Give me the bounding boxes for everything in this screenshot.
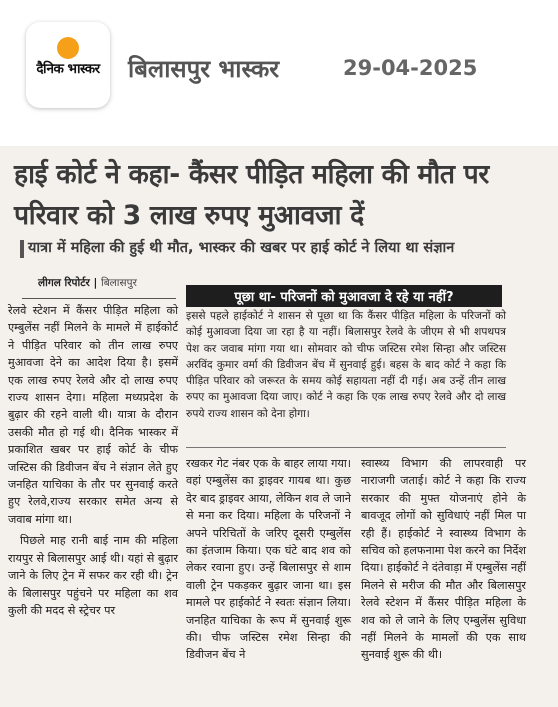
article-subheadline: यात्रा में महिला की हुई थी मौत, भास्कर की खबर पर हाई कोर्ट ने लिया था संज्ञान bbox=[28, 240, 455, 256]
byline-author: लीगल रिपोर्टर bbox=[38, 277, 90, 289]
edition-name: बिलासपुर भास्कर bbox=[128, 55, 280, 83]
logo-text: दैनिक भास्कर bbox=[36, 61, 100, 77]
paragraph: रखकर गेट नंबर एक के बाहर लाया गया। वहां एम्बुलेंस का ड्राइवर गायब था। कुछ देर बाद ड्राइवर आया, लेकिन शव ले जाने से मना कर दिया। महिला के परिजनों ने अपने परिचितों के जरिए दूसरी एम्बुलेंस का इंतजाम किया। एक घंटे बाद शव को लेकर रवाना हुए। उन्हें बिलासपुर से शाम वाली ट्रेन पकड़कर बुढ़ार जाना था। इस मामले पर हाईकोर्ट ने स्वतः संज्ञान लिया। जनहित याचिका के रूप में सुनवाई शुरू की। चीफ जस्टिस रमेश सिन्हा की डिवीजन बेंच ने bbox=[186, 457, 351, 662]
article-column-3 bbox=[361, 455, 526, 668]
sun-icon bbox=[57, 37, 79, 59]
article-column-2 bbox=[186, 455, 351, 668]
byline-divider bbox=[22, 298, 176, 299]
byline: लीगल रिपोर्टर | बिलासपुर bbox=[38, 277, 137, 289]
article-headline: हाई कोर्ट ने कहा- कैंसर पीड़ित महिला की मौत पर परिवार को 3 लाख रुपए मुआवजा दें bbox=[14, 159, 489, 231]
newspaper-logo bbox=[26, 22, 110, 108]
paragraph: स्वास्थ्य विभाग की लापरवाही पर नाराजगी जताई। कोर्ट ने कहा कि राज्य सरकार की मुफ्त योजनाएं होने के बावजूद लोगों को सुविधाएं नहीं मिल पा रही हैं। हाईकोर्ट ने स्वास्थ्य विभाग के सचिव को हलफनामा पेश करने का निर्देश दिया। हाईकोर्ट ने दंतेवाड़ा में एम्बुलेंस नहीं मिलने से मरीज की मौत और बिलासपुर रेलवे स्टेशन में कैंसर पीड़ित महिला के शव को ले जाने के लिए एम्बुलेंस सुविधा नहीं मिलने के मामलों की एक साथ सुनवाई शुरू की थी। bbox=[361, 457, 526, 662]
sidebar-box-body: इससे पहले हाईकोर्ट ने शासन से पूछा था कि कैंसर पीड़ित महिला के परिजनों को कोई मुआवजा दिया जा रहा है या नहीं। बिलासपुर रेलवे के जीएम से भी शपथपत्र पेश कर जवाब मांगा गया था। सोमवार को चीफ जस्टिस रमेश सिन्हा और जस्टिस अरविंद कुमार वर्मा की डिवीजन बेंच में सुनवाई हुई। बहस के बाद कोर्ट ने कहा कि पीड़ित परिवार को जरूरत के समय कोई सहायता नहीं दी गई। अब उन्हें तीन लाख रुपए का मुआवजा दिया जाए। कोर्ट ने कहा कि एक लाख रुपए रेलवे और दो लाख रुपये राज्य शासन को देना होगा। bbox=[186, 310, 506, 420]
sidebar-box-divider bbox=[186, 447, 506, 448]
sidebar-box-title: पूछा था- परिजनों को मुआवजा दे रहे या नहीं? bbox=[186, 285, 502, 307]
subheadline-marker bbox=[20, 240, 24, 258]
paragraph: पिछले माह रानी बाई नाम की महिला रायपुर से बिलासपुर आई थी। यहां से बुढ़ार जाने के लिए ट्रेन में सफर कर रही थी। ट्रेन के बिलासपुर पहुंचने पर महिला का शव कुली की मदद से स्ट्रेचर पर bbox=[8, 534, 178, 617]
masthead bbox=[0, 0, 558, 120]
byline-place: बिलासपुर bbox=[100, 277, 137, 289]
paragraph: रेलवे स्टेशन में कैंसर पीड़ित महिला को एम्बुलेंस नहीं मिलने के मामले में हाईकोर्ट ने पीड़ित परिवार को तीन लाख रुपए मुआवजा देने का आदेश दिया है। इसमें एक लाख रुपए रेलवे और दो लाख रुपए राज्य शासन देगा। महिला मध्यप्रदेश के बुढ़ार की रहने वाली थी। यात्रा के दौरान उसकी मौत हो गई थी। दैनिक भास्कर में प्रकाशित खबर पर हाई कोर्ट के चीफ जस्टिस की डिवीजन बेंच ने संज्ञान लेते हुए जनहित याचिका के तौर पर सुनवाई करते हुए रेलवे,राज्य सरकार समेत अन्य से जवाब मांगा था। bbox=[8, 304, 178, 526]
publication-date: 29-04-2025 bbox=[343, 56, 478, 80]
article-column-1 bbox=[8, 302, 178, 623]
